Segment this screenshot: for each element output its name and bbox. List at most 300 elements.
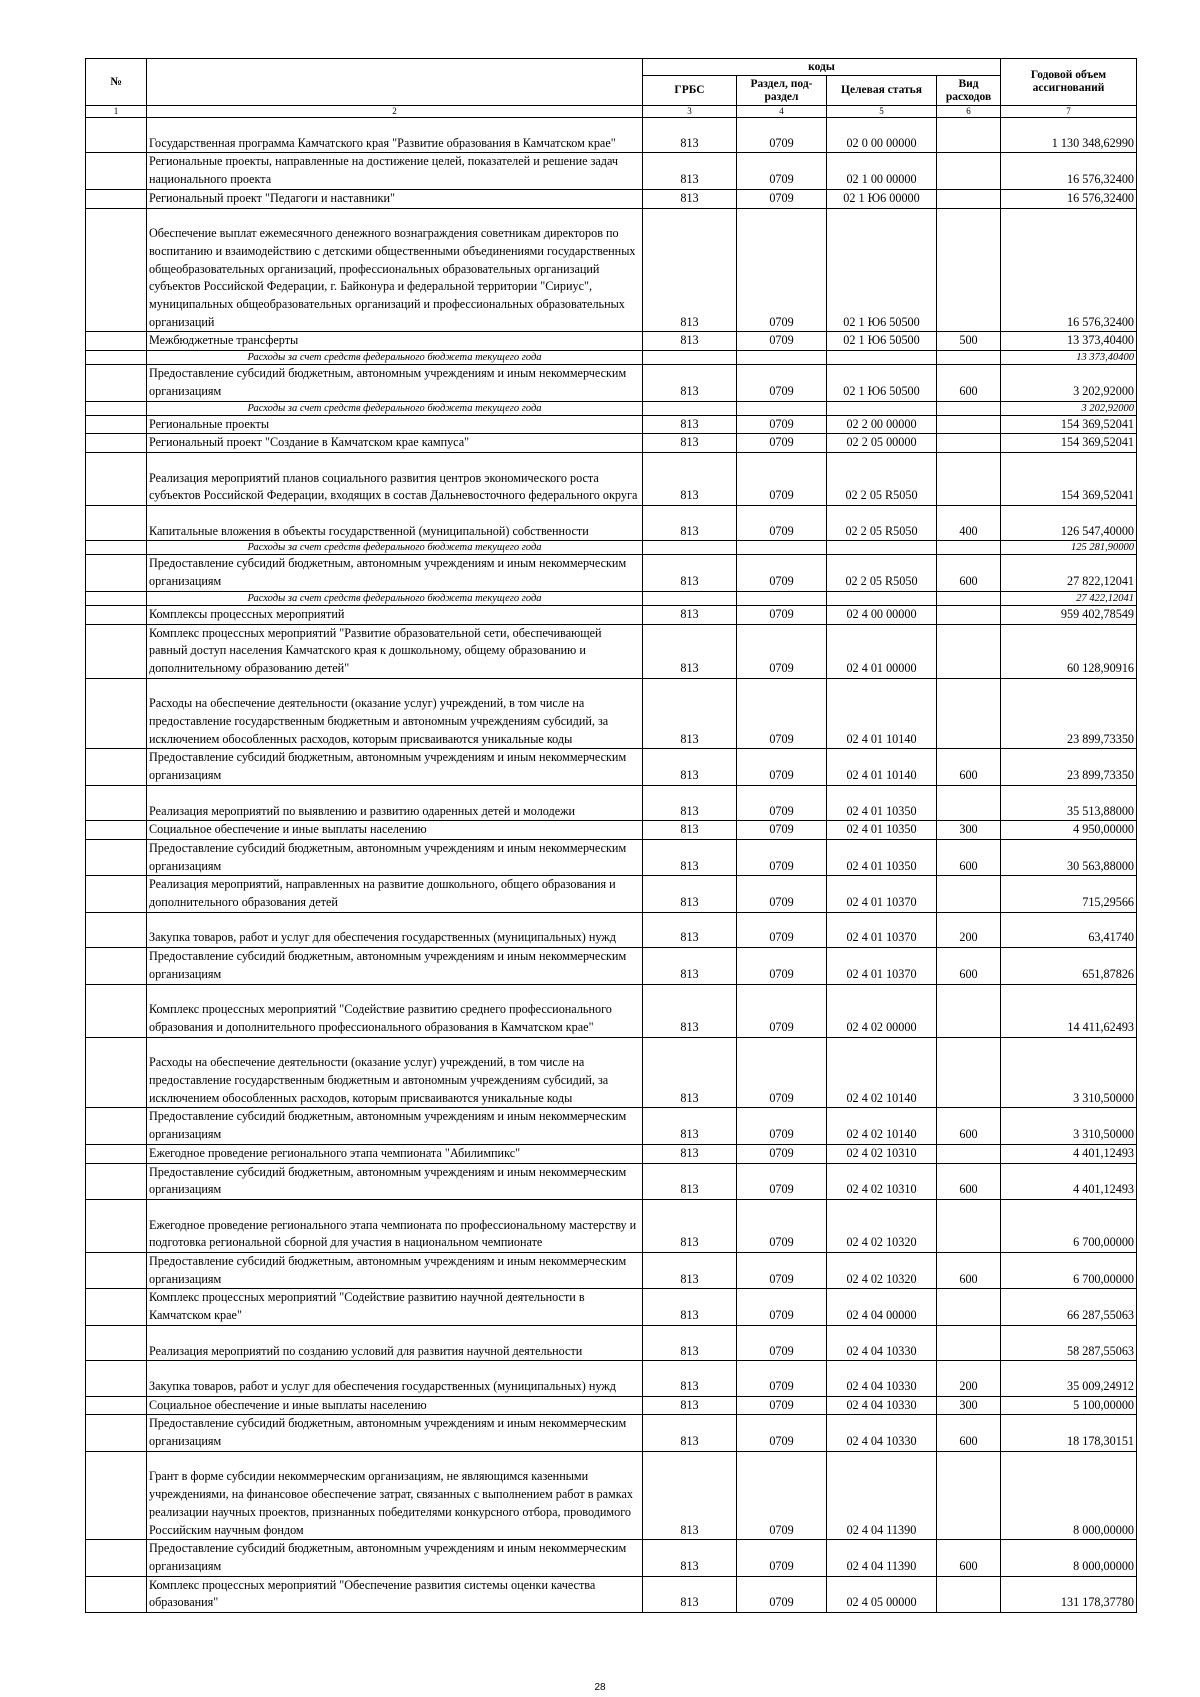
row-celevaya: 02 4 01 10350 [827, 821, 937, 840]
row-celevaya: 02 4 02 10320 [827, 1199, 937, 1252]
row-celevaya: 02 2 05 R5050 [827, 452, 937, 505]
row-sum: 3 310,50000 [1001, 1108, 1137, 1144]
row-vid [937, 605, 1001, 624]
row-vid: 400 [937, 506, 1001, 541]
row-razdel: 0709 [737, 749, 827, 785]
row-sum: 58 287,55063 [1001, 1325, 1137, 1360]
row-name: Реализация мероприятий планов социального развития центров экономического роста субъектов Российской Федерации, входящих в состав Дальневосточного федерального округа [147, 452, 643, 505]
row-number [86, 434, 147, 453]
row-name: Комплекс процессных мероприятий "Развитие образовательной сети, обеспечивающей равный доступ населения Камчатского края к дошкольному, общему образованию и дополнительному образованию детей" [147, 624, 643, 678]
row-grbs: 813 [643, 839, 737, 875]
row-razdel: 0709 [737, 1253, 827, 1289]
row-celevaya: 02 4 02 10310 [827, 1163, 937, 1199]
row-vid [937, 984, 1001, 1037]
row-number [86, 506, 147, 541]
row-celevaya [827, 401, 937, 415]
table-row [86, 365, 1137, 401]
row-number [86, 1108, 147, 1144]
row-name: Капитальные вложения в объекты государственной (муниципальной) собственности [147, 506, 643, 541]
row-sum: 959 402,78549 [1001, 605, 1137, 624]
table-row [86, 452, 1137, 505]
row-number [86, 1415, 147, 1451]
row-razdel [737, 401, 827, 415]
row-number [86, 678, 147, 749]
row-celevaya: 02 4 01 10370 [827, 912, 937, 947]
page-number: 28 [594, 1682, 606, 1693]
row-name: Расходы на обеспечение деятельности (оказание услуг) учреждений, в том числе на предоставление государственным бюджетным и автономным учреждениям субсидий, за исключением обособленных расходов, которым присваиваются уникальные коды [147, 678, 643, 749]
row-razdel: 0709 [737, 415, 827, 434]
row-vid [937, 153, 1001, 189]
table-row [86, 208, 1137, 332]
federal-budget-note-row [86, 401, 1137, 415]
row-celevaya: 02 4 04 11390 [827, 1540, 937, 1576]
row-name: Комплекс процессных мероприятий "Содействие развитию научной деятельности в Камчатском крае" [147, 1289, 643, 1325]
row-vid: 200 [937, 912, 1001, 947]
header-codes: коды [643, 59, 1001, 76]
row-name: Предоставление субсидий бюджетным, автономным учреждениям и иным некоммерческим организациям [147, 1253, 643, 1289]
row-vid [937, 1289, 1001, 1325]
row-name: Предоставление субсидий бюджетным, автономным учреждениям и иным некоммерческим организациям [147, 365, 643, 401]
row-number [86, 605, 147, 624]
row-celevaya: 02 2 05 00000 [827, 434, 937, 453]
row-grbs [643, 351, 737, 365]
row-sum: 715,29566 [1001, 876, 1137, 912]
row-number [86, 1540, 147, 1576]
row-sum: 3 310,50000 [1001, 1037, 1137, 1108]
row-vid [937, 452, 1001, 505]
col-index: 4 [737, 106, 827, 118]
row-grbs: 813 [643, 1163, 737, 1199]
table-row [86, 434, 1137, 453]
row-name: Реализация мероприятий по выявлению и развитию одаренных детей и молодежи [147, 785, 643, 820]
row-celevaya: 02 4 04 10330 [827, 1361, 937, 1396]
row-razdel: 0709 [737, 189, 827, 208]
row-grbs: 813 [643, 434, 737, 453]
row-grbs: 813 [643, 1253, 737, 1289]
row-grbs: 813 [643, 1540, 737, 1576]
table-row [86, 839, 1137, 875]
header-celevaya: Целевая статья [827, 76, 937, 106]
table-row [86, 984, 1137, 1037]
row-grbs [643, 591, 737, 605]
row-vid [937, 1144, 1001, 1163]
row-number [86, 1396, 147, 1415]
row-grbs: 813 [643, 785, 737, 820]
row-sum: 4 950,00000 [1001, 821, 1137, 840]
row-name: Предоставление субсидий бюджетным, автономным учреждениям и иным некоммерческим организациям [147, 1163, 643, 1199]
row-razdel: 0709 [737, 1199, 827, 1252]
row-razdel [737, 591, 827, 605]
row-vid: 600 [937, 1163, 1001, 1199]
federal-budget-note-row [86, 541, 1137, 555]
row-sum: 16 576,32400 [1001, 189, 1137, 208]
budget-table [85, 58, 1137, 1613]
row-sum: 13 373,40400 [1001, 332, 1137, 351]
header-name [147, 59, 643, 106]
table-row [86, 1576, 1137, 1612]
row-grbs: 813 [643, 1108, 737, 1144]
row-celevaya: 02 4 05 00000 [827, 1576, 937, 1612]
row-vid [937, 189, 1001, 208]
row-vid [937, 415, 1001, 434]
row-name: Социальное обеспечение и иные выплаты населению [147, 821, 643, 840]
row-name: Грант в форме субсидии некоммерческим организациям, не являющимся казенными учреждениями, на финансовое обеспечение затрат, связанных с выполнением работ в рамках реализации научных проектов, признанных победителями конкурсного отбора, проводимого Российским научным фондом [147, 1451, 643, 1540]
row-celevaya: 02 4 01 10140 [827, 749, 937, 785]
table-row [86, 624, 1137, 678]
row-celevaya: 02 4 02 10320 [827, 1253, 937, 1289]
table-row [86, 153, 1137, 189]
header-num: № [86, 59, 147, 106]
row-name: Обеспечение выплат ежемесячного денежного вознаграждения советникам директоров по воспитанию и взаимодействию с детскими общественными объединениями государственных общеобразовательных организаций, профессиональных образовательных организаций субъектов Российской Федерации, г. Байконура и федеральной территории "Сириус", муниципальных общеобразовательных организаций и профессиональных образовательных организаций [147, 208, 643, 332]
row-sum: 13 373,40400 [1001, 351, 1137, 365]
table-row [86, 1396, 1137, 1415]
row-number [86, 1451, 147, 1540]
row-sum: 126 547,40000 [1001, 506, 1137, 541]
row-celevaya: 02 1 Ю6 00000 [827, 189, 937, 208]
row-number [86, 1325, 147, 1360]
table-row [86, 1451, 1137, 1540]
table-row [86, 821, 1137, 840]
federal-budget-note-row [86, 351, 1137, 365]
row-sum: 30 563,88000 [1001, 839, 1137, 875]
row-razdel: 0709 [737, 1163, 827, 1199]
row-number [86, 153, 147, 189]
row-name: Региональный проект "Педагоги и наставники" [147, 189, 643, 208]
row-celevaya: 02 4 04 00000 [827, 1289, 937, 1325]
row-number [86, 839, 147, 875]
row-sum: 35 009,24912 [1001, 1361, 1137, 1396]
row-name: Предоставление субсидий бюджетным, автономным учреждениям и иным некоммерческим организациям [147, 1415, 643, 1451]
row-number [86, 1163, 147, 1199]
header-vid: Вид расходов [937, 76, 1001, 106]
row-name: Закупка товаров, работ и услуг для обеспечения государственных (муниципальных) нужд [147, 912, 643, 947]
row-grbs: 813 [643, 1144, 737, 1163]
header-sum: Годовой объем ассигнований [1001, 59, 1137, 106]
row-razdel: 0709 [737, 1415, 827, 1451]
row-celevaya: 02 4 01 10370 [827, 876, 937, 912]
row-grbs: 813 [643, 153, 737, 189]
row-sum: 14 411,62493 [1001, 984, 1137, 1037]
row-celevaya: 02 1 Ю6 50500 [827, 208, 937, 332]
row-celevaya: 02 4 02 00000 [827, 984, 937, 1037]
row-grbs: 813 [643, 506, 737, 541]
row-name: Комплекс процессных мероприятий "Обеспечение развития системы оценки качества образования" [147, 1576, 643, 1612]
row-name: Государственная программа Камчатского края "Развитие образования в Камчатском крае" [147, 118, 643, 153]
table-row [86, 948, 1137, 984]
row-sum: 154 369,52041 [1001, 434, 1137, 453]
row-vid [937, 876, 1001, 912]
row-name: Предоставление субсидий бюджетным, автономным учреждениям и иным некоммерческим организациям [147, 1540, 643, 1576]
row-number [86, 118, 147, 153]
row-celevaya: 02 4 04 10330 [827, 1415, 937, 1451]
row-grbs: 813 [643, 1451, 737, 1540]
row-grbs: 813 [643, 912, 737, 947]
row-razdel: 0709 [737, 434, 827, 453]
row-razdel [737, 351, 827, 365]
row-razdel: 0709 [737, 624, 827, 678]
row-celevaya [827, 351, 937, 365]
row-name: Ежегодное проведение регионального этапа чемпионата по профессиональному мастерству и подготовка региональной сборной для участия в национальном чемпионате [147, 1199, 643, 1252]
row-sum: 5 100,00000 [1001, 1396, 1137, 1415]
table-row [86, 189, 1137, 208]
row-name: Предоставление субсидий бюджетным, автономным учреждениям и иным некоммерческим организациям [147, 948, 643, 984]
row-razdel: 0709 [737, 1361, 827, 1396]
table-row [86, 1361, 1137, 1396]
row-sum: 4 401,12493 [1001, 1163, 1137, 1199]
row-sum: 16 576,32400 [1001, 153, 1137, 189]
row-number [86, 208, 147, 332]
row-celevaya: 02 4 01 10370 [827, 948, 937, 984]
row-celevaya: 02 2 05 R5050 [827, 506, 937, 541]
row-name: Социальное обеспечение и иные выплаты населению [147, 1396, 643, 1415]
row-celevaya: 02 4 01 10140 [827, 678, 937, 749]
row-razdel: 0709 [737, 1325, 827, 1360]
row-number [86, 1576, 147, 1612]
row-sum: 23 899,73350 [1001, 678, 1137, 749]
row-vid [937, 591, 1001, 605]
row-celevaya: 02 0 00 00000 [827, 118, 937, 153]
row-name: Предоставление субсидий бюджетным, автономным учреждениям и иным некоммерческим организациям [147, 555, 643, 591]
row-vid [937, 678, 1001, 749]
row-vid [937, 1199, 1001, 1252]
row-celevaya: 02 1 Ю6 50500 [827, 332, 937, 351]
row-sum: 131 178,37780 [1001, 1576, 1137, 1612]
row-vid: 600 [937, 1540, 1001, 1576]
row-number [86, 624, 147, 678]
row-name: Региональные проекты, направленные на достижение целей, показателей и решение задач национального проекта [147, 153, 643, 189]
row-grbs: 813 [643, 605, 737, 624]
col-index: 1 [86, 106, 147, 118]
row-celevaya [827, 541, 937, 555]
row-grbs: 813 [643, 624, 737, 678]
row-name: Региональные проекты [147, 415, 643, 434]
row-grbs: 813 [643, 118, 737, 153]
row-celevaya: 02 4 01 10350 [827, 839, 937, 875]
row-name: Предоставление субсидий бюджетным, автономным учреждениям и иным некоммерческим организациям [147, 1108, 643, 1144]
row-name: Предоставление субсидий бюджетным, автономным учреждениям и иным некоммерческим организациям [147, 749, 643, 785]
row-grbs: 813 [643, 821, 737, 840]
row-vid: 600 [937, 948, 1001, 984]
federal-budget-note-row [86, 591, 1137, 605]
row-vid [937, 785, 1001, 820]
row-sum: 8 000,00000 [1001, 1451, 1137, 1540]
row-sum: 6 700,00000 [1001, 1199, 1137, 1252]
row-razdel: 0709 [737, 912, 827, 947]
row-razdel: 0709 [737, 452, 827, 505]
row-celevaya: 02 4 02 10140 [827, 1037, 937, 1108]
row-grbs: 813 [643, 876, 737, 912]
row-sum: 3 202,92000 [1001, 401, 1137, 415]
row-celevaya: 02 1 00 00000 [827, 153, 937, 189]
table-row [86, 1540, 1137, 1576]
row-razdel: 0709 [737, 678, 827, 749]
row-vid [937, 118, 1001, 153]
row-grbs: 813 [643, 678, 737, 749]
row-vid [937, 208, 1001, 332]
row-number [86, 821, 147, 840]
row-sum: 63,41740 [1001, 912, 1137, 947]
row-vid: 600 [937, 555, 1001, 591]
row-number [86, 912, 147, 947]
table-row [86, 1037, 1137, 1108]
row-celevaya: 02 4 02 10140 [827, 1108, 937, 1144]
row-celevaya: 02 4 01 10350 [827, 785, 937, 820]
row-razdel: 0709 [737, 876, 827, 912]
row-celevaya: 02 4 01 00000 [827, 624, 937, 678]
row-name: Расходы за счет средств федерального бюджета текущего года [147, 401, 643, 415]
row-razdel: 0709 [737, 1396, 827, 1415]
row-razdel [737, 541, 827, 555]
row-celevaya: 02 4 04 11390 [827, 1451, 937, 1540]
row-grbs: 813 [643, 1396, 737, 1415]
row-name: Реализация мероприятий, направленных на развитие дошкольного, общего образования и дополнительного образования детей [147, 876, 643, 912]
col-index: 6 [937, 106, 1001, 118]
row-sum: 1 130 348,62990 [1001, 118, 1137, 153]
table-body [86, 118, 1137, 1613]
table-row [86, 118, 1137, 153]
row-vid: 600 [937, 365, 1001, 401]
row-grbs: 813 [643, 984, 737, 1037]
table-row [86, 876, 1137, 912]
row-sum: 3 202,92000 [1001, 365, 1137, 401]
row-vid [937, 351, 1001, 365]
row-vid: 200 [937, 1361, 1001, 1396]
table-row [86, 605, 1137, 624]
row-grbs: 813 [643, 1325, 737, 1360]
row-vid [937, 1576, 1001, 1612]
row-grbs: 813 [643, 1289, 737, 1325]
row-razdel: 0709 [737, 605, 827, 624]
row-razdel: 0709 [737, 1576, 827, 1612]
col-index: 7 [1001, 106, 1137, 118]
row-vid [937, 541, 1001, 555]
row-vid [937, 1325, 1001, 1360]
row-sum: 125 281,90000 [1001, 541, 1137, 555]
row-number [86, 876, 147, 912]
row-celevaya: 02 4 04 10330 [827, 1325, 937, 1360]
row-vid [937, 434, 1001, 453]
row-grbs [643, 401, 737, 415]
row-sum: 651,87826 [1001, 948, 1137, 984]
row-razdel: 0709 [737, 785, 827, 820]
row-vid: 600 [937, 839, 1001, 875]
row-sum: 8 000,00000 [1001, 1540, 1137, 1576]
row-razdel: 0709 [737, 506, 827, 541]
row-sum: 154 369,52041 [1001, 415, 1137, 434]
table-row [86, 332, 1137, 351]
row-number [86, 1361, 147, 1396]
row-name: Ежегодное проведение регионального этапа чемпионата "Абилимпикс" [147, 1144, 643, 1163]
row-razdel: 0709 [737, 555, 827, 591]
row-vid: 500 [937, 332, 1001, 351]
row-number [86, 401, 147, 415]
row-name: Предоставление субсидий бюджетным, автономным учреждениям и иным некоммерческим организациям [147, 839, 643, 875]
row-number [86, 1289, 147, 1325]
row-vid [937, 1037, 1001, 1108]
col-index: 5 [827, 106, 937, 118]
table-row [86, 1108, 1137, 1144]
table-row [86, 1415, 1137, 1451]
table-row [86, 506, 1137, 541]
row-razdel: 0709 [737, 821, 827, 840]
table-row [86, 1325, 1137, 1360]
row-grbs: 813 [643, 1415, 737, 1451]
table-row [86, 749, 1137, 785]
table-row [86, 1199, 1137, 1252]
row-vid: 600 [937, 1108, 1001, 1144]
row-number [86, 351, 147, 365]
row-vid: 600 [937, 749, 1001, 785]
row-razdel: 0709 [737, 1037, 827, 1108]
row-celevaya: 02 4 02 10310 [827, 1144, 937, 1163]
row-number [86, 555, 147, 591]
row-vid [937, 401, 1001, 415]
row-vid [937, 624, 1001, 678]
row-razdel: 0709 [737, 1108, 827, 1144]
row-vid [937, 1451, 1001, 1540]
row-sum: 27 422,12041 [1001, 591, 1137, 605]
row-celevaya: 02 2 05 R5050 [827, 555, 937, 591]
row-name: Закупка товаров, работ и услуг для обеспечения государственных (муниципальных) нужд [147, 1361, 643, 1396]
row-name: Межбюджетные трансферты [147, 332, 643, 351]
row-name: Расходы на обеспечение деятельности (оказание услуг) учреждений, в том числе на предоставление государственным бюджетным и автономным учреждениям субсидий, за исключением обособленных расходов, которым присваиваются уникальные коды [147, 1037, 643, 1108]
row-number [86, 984, 147, 1037]
row-razdel: 0709 [737, 118, 827, 153]
row-grbs [643, 541, 737, 555]
row-number [86, 1199, 147, 1252]
row-sum: 35 513,88000 [1001, 785, 1137, 820]
row-number [86, 189, 147, 208]
row-number [86, 1037, 147, 1108]
row-razdel: 0709 [737, 365, 827, 401]
row-name: Реализация мероприятий по созданию условий для развития научной деятельности [147, 1325, 643, 1360]
row-razdel: 0709 [737, 332, 827, 351]
row-vid: 600 [937, 1253, 1001, 1289]
row-razdel: 0709 [737, 1540, 827, 1576]
table-row [86, 785, 1137, 820]
row-number [86, 365, 147, 401]
row-grbs: 813 [643, 555, 737, 591]
row-celevaya [827, 591, 937, 605]
row-celevaya: 02 4 00 00000 [827, 605, 937, 624]
row-sum: 27 822,12041 [1001, 555, 1137, 591]
col-index: 2 [147, 106, 643, 118]
col-index: 3 [643, 106, 737, 118]
row-celevaya: 02 2 00 00000 [827, 415, 937, 434]
row-number [86, 591, 147, 605]
row-sum: 16 576,32400 [1001, 208, 1137, 332]
row-grbs: 813 [643, 1576, 737, 1612]
table-row [86, 1144, 1137, 1163]
row-vid: 300 [937, 821, 1001, 840]
table-row [86, 912, 1137, 947]
row-sum: 18 178,30151 [1001, 1415, 1137, 1451]
row-razdel: 0709 [737, 1289, 827, 1325]
row-razdel: 0709 [737, 948, 827, 984]
row-grbs: 813 [643, 1361, 737, 1396]
row-name: Региональный проект "Создание в Камчатском крае кампуса" [147, 434, 643, 453]
row-grbs: 813 [643, 1037, 737, 1108]
row-vid: 600 [937, 1415, 1001, 1451]
table-row [86, 555, 1137, 591]
row-sum: 4 401,12493 [1001, 1144, 1137, 1163]
table-row [86, 1253, 1137, 1289]
row-name: Расходы за счет средств федерального бюджета текущего года [147, 541, 643, 555]
row-grbs: 813 [643, 189, 737, 208]
row-razdel: 0709 [737, 1144, 827, 1163]
row-razdel: 0709 [737, 153, 827, 189]
row-name: Расходы за счет средств федерального бюджета текущего года [147, 351, 643, 365]
